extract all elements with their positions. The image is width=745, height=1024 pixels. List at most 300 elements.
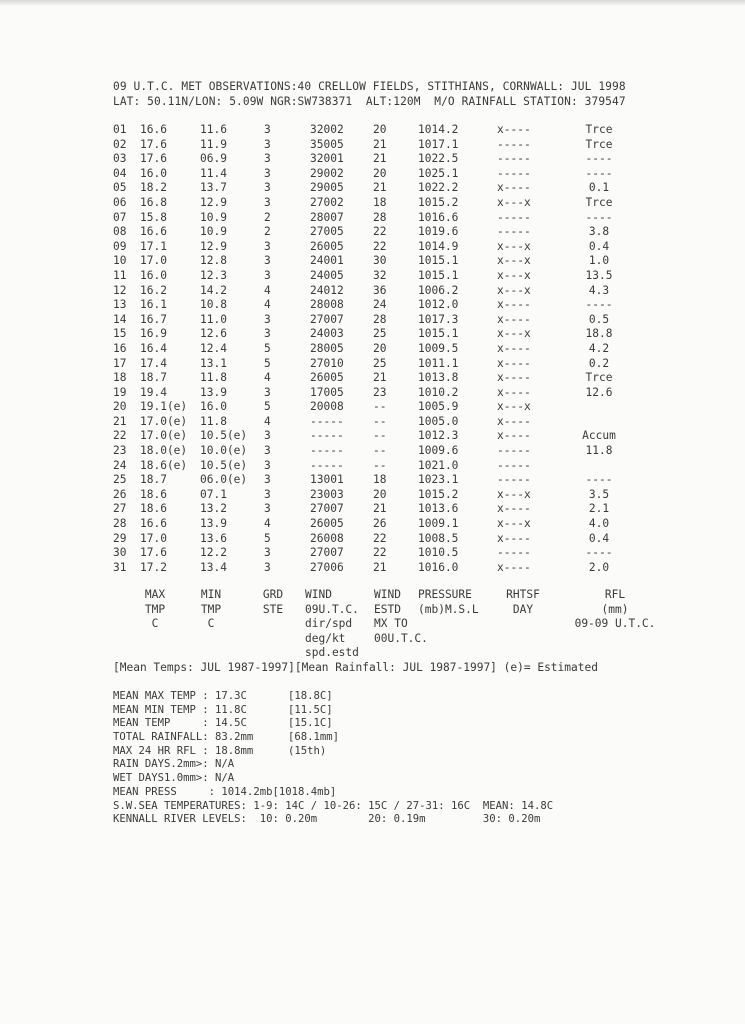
mean-temp-ref: [15.1C] xyxy=(288,717,333,730)
wind-speed-estd-cell: 22 xyxy=(373,225,387,239)
wind-cell: 26005 xyxy=(310,371,344,385)
day-cell: 14 xyxy=(113,312,127,326)
max-temp-cell: 18.6 xyxy=(140,502,167,516)
rhtsf-cell: ----- xyxy=(497,458,531,472)
rainfall-cell: Trce xyxy=(585,123,613,136)
min-temp-cell: 12.3 xyxy=(200,268,227,282)
day-cell: 15 xyxy=(113,327,127,341)
mean-min-temp: MEAN MIN TEMP : 11.8C xyxy=(113,703,247,716)
ground-state-cell: 3 xyxy=(264,152,271,166)
max-temp-cell: 16.4 xyxy=(140,341,167,355)
page-top-edge xyxy=(0,0,745,6)
wind-speed-estd-cell: -- xyxy=(373,400,387,414)
summary-rain-days xyxy=(113,758,235,772)
rainfall-cell: ---- xyxy=(585,166,613,180)
rhtsf-cell: ----- xyxy=(497,210,531,224)
wind-cell: 27007 xyxy=(310,546,344,560)
wind-cell: ----- xyxy=(310,458,344,472)
wind-speed-estd-cell: 20 xyxy=(373,341,387,355)
wind-cell: 24001 xyxy=(310,254,344,268)
min-temp-cell: 13.2 xyxy=(200,502,227,516)
table-row xyxy=(0,123,745,138)
day-cell: 27 xyxy=(113,502,127,516)
table-row xyxy=(0,400,745,415)
pressure-cell: 1015.1 xyxy=(418,327,459,341)
max-temp-cell: 17.6 xyxy=(140,546,167,560)
wind-speed-estd-cell: 21 xyxy=(373,371,387,385)
wind-speed-estd-cell: 21 xyxy=(373,137,387,151)
means-note: [Mean Temps: JUL 1987-1997][Mean Rainfall: JUL 1987-1997] (e)= Estimated xyxy=(113,661,598,674)
rhtsf-cell: x---- xyxy=(497,181,531,195)
station-info: LAT: 50.11N/LON: 5.09W NGR:SW738371 ALT:120M M/O RAINFALL STATION: 379547 xyxy=(113,95,626,108)
wind-cell: 26008 xyxy=(310,531,344,545)
rainfall-cell: 13.5 xyxy=(585,268,613,282)
pressure-cell: 1013.8 xyxy=(418,371,459,385)
report-title: 09 U.T.C. MET OBSERVATIONS:40 CRELLOW FIELDS, STITHIANS, CORNWALL: JUL 1998 xyxy=(113,80,626,93)
rhtsf-cell: ----- xyxy=(497,166,531,180)
rhtsf-cell: ----- xyxy=(497,152,531,166)
max-temp-cell: 17.2 xyxy=(140,560,167,574)
wind-cell: 28005 xyxy=(310,341,344,355)
rainfall-cell: ---- xyxy=(585,298,613,312)
day-cell: 24 xyxy=(113,458,127,472)
max-temp-cell: 15.8 xyxy=(140,210,167,224)
rainfall-cell: 4.2 xyxy=(588,341,610,355)
day-cell: 30 xyxy=(113,546,127,560)
day-cell: 26 xyxy=(113,487,127,501)
rhtsf-cell: x---- xyxy=(497,341,531,355)
wind-speed-estd-cell: 21 xyxy=(373,181,387,195)
rainfall-cell: 0.2 xyxy=(588,356,610,370)
ground-state-cell: 3 xyxy=(264,385,271,399)
wind-speed-estd-cell: -- xyxy=(373,458,387,472)
table-row xyxy=(0,342,745,357)
rhtsf-cell: x---x xyxy=(497,195,531,209)
rainfall-cell: 4.0 xyxy=(588,517,610,531)
max-temp-cell: 19.1(e) xyxy=(140,400,188,414)
table-row xyxy=(0,459,745,474)
day-cell: 01 xyxy=(113,123,127,136)
day-cell: 21 xyxy=(113,414,127,428)
max-temp-cell: 17.0(e) xyxy=(140,429,188,443)
day-cell: 11 xyxy=(113,268,127,282)
rhtsf-cell: x---- xyxy=(497,356,531,370)
min-temp-cell: 10.9 xyxy=(200,225,227,239)
rainfall-cell: 11.8 xyxy=(585,444,613,458)
day-cell: 06 xyxy=(113,195,127,209)
day-cell: 09 xyxy=(113,239,127,253)
ground-state-cell: 3 xyxy=(264,195,271,209)
max-temp-cell: 17.0 xyxy=(140,254,167,268)
wind-speed-estd-cell: 32 xyxy=(373,268,387,282)
ground-state-cell: 3 xyxy=(264,458,271,472)
table-row xyxy=(0,254,745,269)
rainfall-cell: 0.1 xyxy=(588,181,610,195)
summary-mean-temp xyxy=(113,717,333,731)
wind-speed-estd-cell: 18 xyxy=(373,473,387,487)
mean-pressure: MEAN PRESS : 1014.2mb[1018.4mb] xyxy=(113,785,337,798)
table-row xyxy=(0,444,745,459)
table-row xyxy=(0,298,745,313)
rainfall-cell: Trce xyxy=(585,371,613,385)
wind-speed-estd-cell: 22 xyxy=(373,239,387,253)
day-cell: 03 xyxy=(113,152,127,166)
rhtsf-cell: ----- xyxy=(497,444,531,458)
max-temp-cell: 16.2 xyxy=(140,283,167,297)
wind-cell: 27010 xyxy=(310,356,344,370)
rainfall-cell: 2.1 xyxy=(588,502,610,516)
max-temp-cell: 16.0 xyxy=(140,166,167,180)
rhtsf-cell: x---- xyxy=(497,531,531,545)
pressure-cell: 1017.1 xyxy=(418,137,459,151)
day-cell: 18 xyxy=(113,371,127,385)
table-row xyxy=(0,415,745,430)
min-temp-cell: 12.9 xyxy=(200,239,227,253)
wind-cell: 26005 xyxy=(310,517,344,531)
col-header-max-temp: MAX TMP C xyxy=(144,588,166,631)
wind-speed-estd-cell: 25 xyxy=(373,356,387,370)
wind-speed-estd-cell: 28 xyxy=(373,210,387,224)
rhtsf-cell: ----- xyxy=(497,473,531,487)
wind-cell: 32002 xyxy=(310,123,344,136)
summary-wet-days xyxy=(113,772,235,786)
rainfall-cell: 0.5 xyxy=(588,312,610,326)
rhtsf-cell: x---- xyxy=(497,560,531,574)
rhtsf-cell: x---x xyxy=(497,327,531,341)
ground-state-cell: 3 xyxy=(264,137,271,151)
wind-cell: ----- xyxy=(310,414,344,428)
river-levels: KENNALL RIVER LEVELS: 10: 0.20m 20: 0.19m 30: 0.20m xyxy=(113,813,541,826)
rhtsf-cell: x---x xyxy=(497,400,531,414)
max-temp-cell: 16.1 xyxy=(140,298,167,312)
day-cell: 17 xyxy=(113,356,127,370)
mean-max-temp: MEAN MAX TEMP : 17.3C xyxy=(113,690,247,702)
rainfall-cell: ---- xyxy=(585,152,613,166)
col-header-min-temp: MIN TMP C xyxy=(200,588,222,631)
wind-cell: ----- xyxy=(310,444,344,458)
min-temp-cell: 06.0(e) xyxy=(200,473,248,487)
pressure-cell: 1005.0 xyxy=(418,414,459,428)
summary-mean-max xyxy=(113,690,333,704)
pressure-cell: 1009.1 xyxy=(418,517,459,531)
table-row xyxy=(0,313,745,328)
min-temp-cell: 11.8 xyxy=(200,414,227,428)
max-temp-cell: 16.7 xyxy=(140,312,167,326)
min-temp-cell: 12.8 xyxy=(200,254,227,268)
ground-state-cell: 3 xyxy=(264,444,271,458)
rainfall-cell: 3.8 xyxy=(588,225,610,239)
wind-cell: 23003 xyxy=(310,487,344,501)
ground-state-cell: 4 xyxy=(264,283,271,297)
pressure-cell: 1006.2 xyxy=(418,283,459,297)
min-temp-cell: 11.0 xyxy=(200,312,227,326)
pressure-cell: 1011.1 xyxy=(418,356,459,370)
ground-state-cell: 3 xyxy=(264,181,271,195)
max-temp-cell: 18.0(e) xyxy=(140,444,188,458)
wind-speed-estd-cell: 26 xyxy=(373,517,387,531)
wind-cell: 32001 xyxy=(310,152,344,166)
min-temp-cell: 13.9 xyxy=(200,517,227,531)
ground-state-cell: 4 xyxy=(264,298,271,312)
max-temp-cell: 18.7 xyxy=(140,371,167,385)
rhtsf-cell: ----- xyxy=(497,225,531,239)
rhtsf-cell: x---- xyxy=(497,502,531,516)
ground-state-cell: 5 xyxy=(264,356,271,370)
wind-cell: 28007 xyxy=(310,210,344,224)
rainfall-cell: 12.6 xyxy=(585,385,613,399)
ground-state-cell: 4 xyxy=(264,371,271,385)
rainfall-cell: ---- xyxy=(585,210,613,224)
pressure-cell: 1015.1 xyxy=(418,254,459,268)
day-cell: 19 xyxy=(113,385,127,399)
summary-mean-press xyxy=(113,785,337,800)
min-temp-cell: 07.1 xyxy=(200,487,227,501)
pressure-cell: 1015.2 xyxy=(418,487,459,501)
day-cell: 07 xyxy=(113,210,127,224)
rhtsf-cell: x---x xyxy=(497,268,531,282)
pressure-cell: 1012.3 xyxy=(418,429,459,443)
col-header-ground-state: GRD STE xyxy=(262,588,284,616)
rainfall-cell: Trce xyxy=(585,137,613,151)
day-cell: 13 xyxy=(113,298,127,312)
mean-max-temp-ref: [18.8C] xyxy=(288,690,333,702)
min-temp-cell: 10.8 xyxy=(200,298,227,312)
day-cell: 22 xyxy=(113,429,127,443)
max-temp-cell: 16.6 xyxy=(140,123,167,136)
wind-speed-estd-cell: 21 xyxy=(373,152,387,166)
total-rainfall: TOTAL RAINFALL: 83.2mm xyxy=(113,731,254,744)
wind-cell: ----- xyxy=(310,429,344,443)
max-temp-cell: 18.6 xyxy=(140,487,167,501)
day-cell: 10 xyxy=(113,254,127,268)
table-row xyxy=(0,532,745,547)
max-temp-cell: 18.7 xyxy=(140,473,167,487)
rhtsf-cell: x---x xyxy=(497,239,531,253)
total-rainfall-ref: [68.1mm] xyxy=(288,731,340,744)
wind-speed-estd-cell: -- xyxy=(373,429,387,443)
table-row xyxy=(0,181,745,196)
rhtsf-cell: x---x xyxy=(497,517,531,531)
observations-table xyxy=(0,123,745,575)
wind-speed-estd-cell: -- xyxy=(373,444,387,458)
day-cell: 02 xyxy=(113,137,127,151)
rhtsf-cell: x---- xyxy=(497,429,531,443)
ground-state-cell: 3 xyxy=(264,546,271,560)
wind-cell: 35005 xyxy=(310,137,344,151)
rhtsf-cell: ----- xyxy=(497,546,531,560)
max-temp-cell: 17.6 xyxy=(140,152,167,166)
table-row xyxy=(0,211,745,226)
wind-speed-estd-cell: 18 xyxy=(373,195,387,209)
pressure-cell: 1022.2 xyxy=(418,181,459,195)
pressure-cell: 1015.1 xyxy=(418,268,459,282)
rhtsf-cell: x---- xyxy=(497,414,531,428)
table-row xyxy=(0,473,745,488)
wind-cell: 27007 xyxy=(310,502,344,516)
min-temp-cell: 10.5(e) xyxy=(200,458,248,472)
rainfall-cell: 3.5 xyxy=(588,487,610,501)
pressure-cell: 1025.1 xyxy=(418,166,459,180)
wind-cell: 24005 xyxy=(310,268,344,282)
min-temp-cell: 10.0(e) xyxy=(200,444,248,458)
rhtsf-cell: x---x xyxy=(497,487,531,501)
ground-state-cell: 5 xyxy=(264,400,271,414)
ground-state-cell: 3 xyxy=(264,429,271,443)
max-temp-cell: 17.4 xyxy=(140,356,167,370)
day-cell: 31 xyxy=(113,560,127,574)
wind-speed-estd-cell: 25 xyxy=(373,327,387,341)
rhtsf-cell: x---- xyxy=(497,371,531,385)
ground-state-cell: 3 xyxy=(264,312,271,326)
rhtsf-cell: x---x xyxy=(497,254,531,268)
wind-cell: 20008 xyxy=(310,400,344,414)
max-temp-cell: 16.8 xyxy=(140,195,167,209)
pressure-cell: 1016.6 xyxy=(418,210,459,224)
wind-speed-estd-cell: 36 xyxy=(373,283,387,297)
table-row xyxy=(0,517,745,532)
ground-state-cell: 2 xyxy=(264,210,271,224)
ground-state-cell: 3 xyxy=(264,487,271,501)
pressure-cell: 1010.5 xyxy=(418,546,459,560)
wind-speed-estd-cell: 24 xyxy=(373,298,387,312)
ground-state-cell: 3 xyxy=(264,123,271,136)
min-temp-cell: 06.9 xyxy=(200,152,227,166)
wind-cell: 27007 xyxy=(310,312,344,326)
pressure-cell: 1015.2 xyxy=(418,195,459,209)
day-cell: 05 xyxy=(113,181,127,195)
rainfall-cell: ---- xyxy=(585,473,613,487)
pressure-cell: 1021.0 xyxy=(418,458,459,472)
rainfall-cell: 1.0 xyxy=(588,254,610,268)
wind-cell: 27006 xyxy=(310,560,344,574)
wind-speed-estd-cell: 20 xyxy=(373,123,387,136)
ground-state-cell: 4 xyxy=(264,517,271,531)
table-row xyxy=(0,429,745,444)
min-temp-cell: 11.4 xyxy=(200,166,227,180)
wind-speed-estd-cell: 20 xyxy=(373,487,387,501)
wind-speed-estd-cell: 22 xyxy=(373,546,387,560)
table-row xyxy=(0,284,745,299)
rhtsf-cell: ----- xyxy=(497,137,531,151)
rhtsf-cell: x---x xyxy=(497,283,531,297)
rainfall-cell: 0.4 xyxy=(588,239,610,253)
wind-speed-estd-cell: 22 xyxy=(373,531,387,545)
ground-state-cell: 3 xyxy=(264,502,271,516)
table-row xyxy=(0,546,745,561)
table-row xyxy=(0,357,745,372)
ground-state-cell: 2 xyxy=(264,225,271,239)
pressure-cell: 1022.5 xyxy=(418,152,459,166)
mean-min-temp-ref: [11.5C] xyxy=(288,703,333,716)
min-temp-cell: 13.6 xyxy=(200,531,227,545)
day-cell: 23 xyxy=(113,444,127,458)
max-temp-cell: 17.6 xyxy=(140,137,167,151)
pressure-cell: 1013.6 xyxy=(418,502,459,516)
table-row xyxy=(0,371,745,386)
table-row xyxy=(0,225,745,240)
max-temp-cell: 16.0 xyxy=(140,268,167,282)
rainfall-cell: 4.3 xyxy=(588,283,610,297)
max-temp-cell: 16.6 xyxy=(140,225,167,239)
max-temp-cell: 16.6 xyxy=(140,517,167,531)
table-row xyxy=(0,327,745,342)
min-temp-cell: 10.9 xyxy=(200,210,227,224)
rainfall-cell: 2.0 xyxy=(588,560,610,574)
min-temp-cell: 12.2 xyxy=(200,546,227,560)
max-temp-cell: 18.6(e) xyxy=(140,458,188,472)
ground-state-cell: 3 xyxy=(264,560,271,574)
ground-state-cell: 3 xyxy=(264,268,271,282)
wind-cell: 24012 xyxy=(310,283,344,297)
min-temp-cell: 13.4 xyxy=(200,560,227,574)
wind-cell: 29005 xyxy=(310,181,344,195)
pressure-cell: 1012.0 xyxy=(418,298,459,312)
min-temp-cell: 12.9 xyxy=(200,195,227,209)
ground-state-cell: 3 xyxy=(264,327,271,341)
table-row xyxy=(0,152,745,167)
day-cell: 12 xyxy=(113,283,127,297)
rhtsf-cell: x---- xyxy=(497,298,531,312)
ground-state-cell: 3 xyxy=(264,239,271,253)
rainfall-cell: Trce xyxy=(585,195,613,209)
summary-river-levels xyxy=(113,813,541,827)
wind-cell: 13001 xyxy=(310,473,344,487)
wet-days: WET DAYS1.0mm>: N/A xyxy=(113,772,235,785)
day-cell: 04 xyxy=(113,166,127,180)
day-cell: 16 xyxy=(113,341,127,355)
rainfall-cell: 0.4 xyxy=(588,531,610,545)
mean-temp: MEAN TEMP : 14.5C xyxy=(113,717,247,730)
min-temp-cell: 13.9 xyxy=(200,385,227,399)
table-row xyxy=(0,196,745,211)
col-header-wind-estd: WIND ESTD MX TO 00U.T.C. xyxy=(374,588,428,645)
ground-state-cell: 3 xyxy=(264,473,271,487)
min-temp-cell: 14.2 xyxy=(200,283,227,297)
ground-state-cell: 3 xyxy=(264,166,271,180)
max-temp-cell: 18.2 xyxy=(140,181,167,195)
rainfall-cell: Accum xyxy=(582,429,616,443)
pressure-cell: 1019.6 xyxy=(418,225,459,239)
summary-sea-temps xyxy=(113,799,554,814)
min-temp-cell: 12.4 xyxy=(200,341,227,355)
rhtsf-cell: x---- xyxy=(497,385,531,399)
rainfall-cell: 18.8 xyxy=(585,327,613,341)
min-temp-cell: 11.6 xyxy=(200,123,227,136)
col-header-rhtsf: RHTSF DAY xyxy=(506,588,540,616)
wind-speed-estd-cell: 28 xyxy=(373,312,387,326)
col-header-wind: WIND 09U.T.C. dir/spd deg/kt spd.estd xyxy=(305,588,359,660)
min-temp-cell: 16.0 xyxy=(200,400,227,414)
pressure-cell: 1009.5 xyxy=(418,341,459,355)
wind-speed-estd-cell: 21 xyxy=(373,560,387,574)
max-temp-cell: 17.0 xyxy=(140,531,167,545)
summary-max24 xyxy=(113,744,327,759)
rhtsf-cell: x---- xyxy=(497,123,531,136)
min-temp-cell: 11.9 xyxy=(200,137,227,151)
rhtsf-cell: x---- xyxy=(497,312,531,326)
pressure-cell: 1014.9 xyxy=(418,239,459,253)
pressure-cell: 1009.6 xyxy=(418,444,459,458)
wind-speed-estd-cell: 21 xyxy=(373,502,387,516)
pressure-cell: 1008.5 xyxy=(418,531,459,545)
sea-temperatures: S.W.SEA TEMPERATURES: 1-9: 14C / 10-26: 15C / 27-31: 16C MEAN: 14.8C xyxy=(113,799,554,812)
wind-speed-estd-cell: 23 xyxy=(373,385,387,399)
day-cell: 20 xyxy=(113,400,127,414)
max-temp-cell: 17.0(e) xyxy=(140,414,188,428)
rain-days: RAIN DAYS.2mm>: N/A xyxy=(113,758,235,771)
table-row xyxy=(0,561,745,576)
wind-cell: 28008 xyxy=(310,298,344,312)
